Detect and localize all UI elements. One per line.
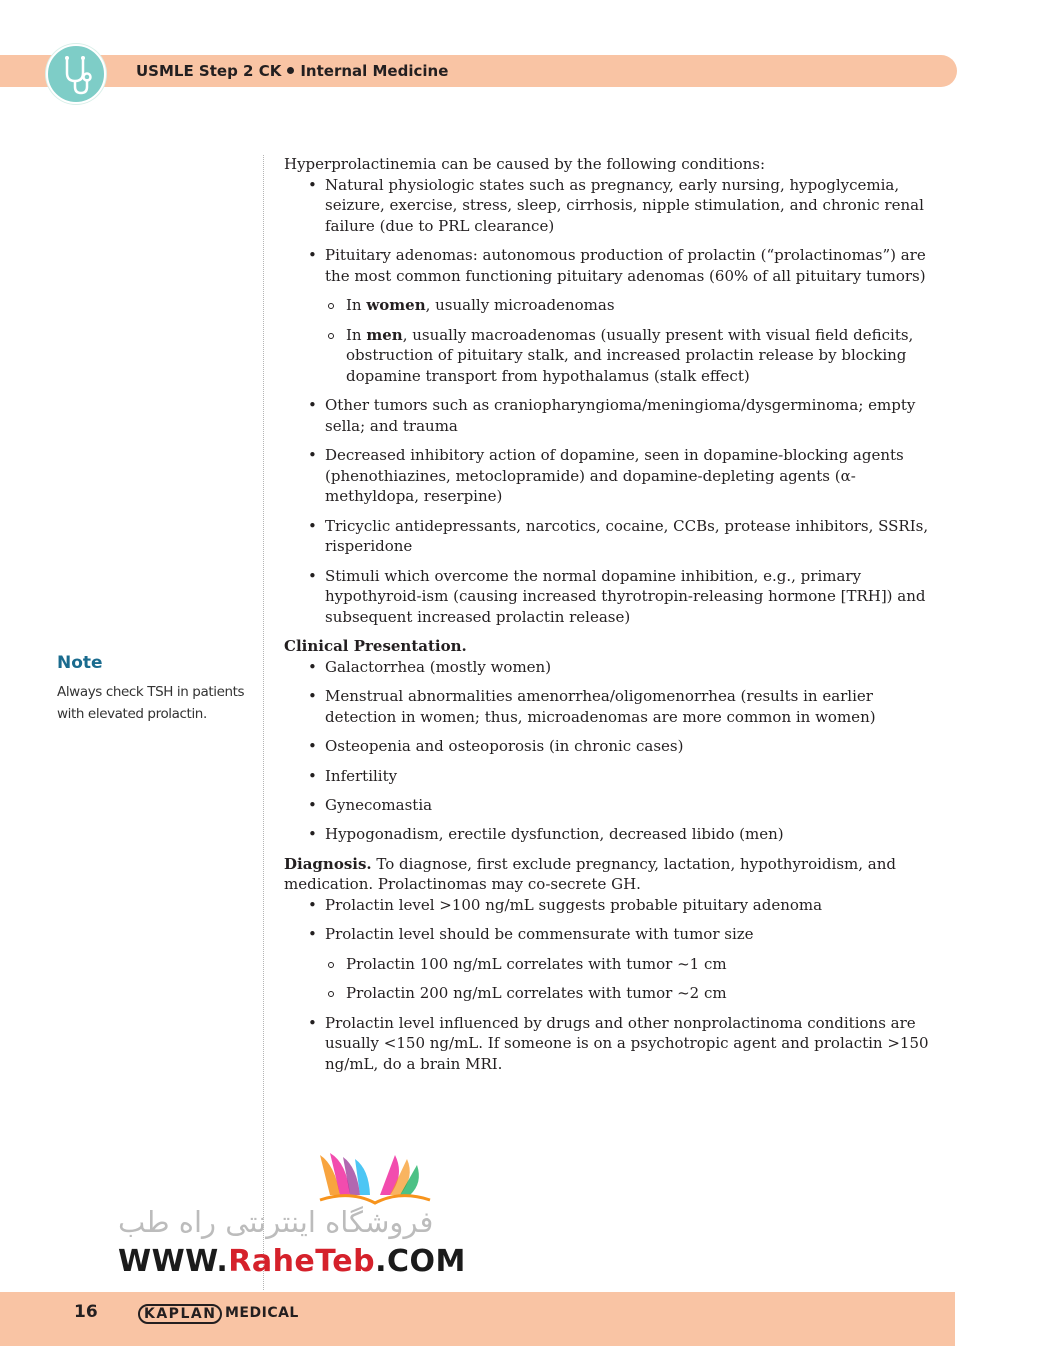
publisher-suffix: MEDICAL [225, 1305, 299, 1321]
text: In [346, 325, 367, 344]
list-item: • Menstrual abnormalities amenorrhea/oligomenorrhea (results in earlier detection in women; thus, microadenomas are more common in women) [284, 686, 934, 727]
sub-list [325, 295, 934, 386]
intro-paragraph: Hyperprolactinemia can be caused by the following conditions: [284, 155, 766, 173]
clinical-heading: Clinical Presentation. [284, 637, 467, 656]
watermark-persian: فروشگاه اینترنتی راه طب [118, 1205, 434, 1239]
list-item: • Stimuli which overcome the normal dopamine inhibition, e.g., primary hypothyroid-ism (causing increased thyrotropin-releasing hormone [TRH]) and subsequent increased prolactin release) [284, 566, 934, 628]
sub-list-item: Prolactin 200 ng/mL correlates with tumor ~2 cm [325, 983, 934, 1004]
url-suffix: .COM [375, 1244, 466, 1279]
url-brand: RaheTeb [228, 1244, 376, 1279]
text: In [346, 296, 367, 315]
diagnosis-text: To diagnose, first exclude pregnancy, lactation, hypothyroidism, and medication. Prolactinomas may co-secrete GH. [284, 854, 896, 894]
watermark-url [118, 1244, 466, 1279]
note-title: Note [57, 653, 103, 673]
subject-title: Internal Medicine [300, 62, 449, 80]
publisher-name: KAPLAN [138, 1304, 222, 1324]
list-item: • Galactorrhea (mostly women) [284, 657, 934, 678]
sub-list-item: Prolactin 100 ng/mL correlates with tumor ~1 cm [325, 954, 934, 975]
list-item: • Tricyclic antidepressants, narcotics, cocaine, CCBs, protease inhibitors, SSRIs, risperidone [284, 516, 934, 557]
clinical-list [284, 657, 934, 845]
page-number: 16 [74, 1302, 98, 1322]
list-item: • Infertility [284, 766, 934, 787]
url-prefix: WWW. [118, 1244, 229, 1279]
list-item-text: Pituitary adenomas: autonomous production of prolactin (“prolactinomas”) are the most common functioning pituitary adenomas (60% of all pituitary tumors) [325, 246, 926, 285]
sub-list-item [325, 295, 934, 316]
separator-dot [287, 67, 294, 74]
diagnosis-label: Diagnosis. [284, 854, 372, 873]
list-item-text: Prolactin level should be commensurate with tumor size [325, 925, 754, 944]
stethoscope-icon [46, 44, 106, 104]
column-divider [263, 155, 264, 1290]
note-text: Always check TSH in patients with elevated prolactin. [57, 684, 245, 722]
diagnosis-paragraph [284, 854, 934, 895]
list-item [284, 924, 934, 1003]
list-item: • Other tumors such as craniopharyngioma/meningioma/dysgerminoma; empty sella; and trauma [284, 395, 934, 436]
list-item: • Decreased inhibitory action of dopamine, seen in dopamine-blocking agents (phenothiazines, metoclopramide) and dopamine-depleting agents (α-methyldopa, reserpine) [284, 445, 934, 507]
publisher-logo [138, 1304, 222, 1324]
bold-term: men [366, 325, 403, 344]
list-item: • Prolactin level >100 ng/mL suggests probable pituitary adenoma [284, 895, 934, 916]
list-item [284, 245, 934, 386]
text: , usually macroadenomas (usually present with visual field deficits, obstruction of pituitary stalk, and increased prolactin release by blocking dopamine transport from hypothalamus (stalk effect) [346, 325, 914, 385]
list-item: • Osteopenia and osteoporosis (in chronic cases) [284, 736, 934, 757]
sub-list-item [325, 325, 934, 387]
text: , usually microadenomas [425, 296, 615, 315]
sub-list [325, 954, 934, 1004]
list-item: • Hypogonadism, erectile dysfunction, decreased libido (men) [284, 824, 934, 845]
bold-term: women [366, 296, 426, 315]
list-item: • Gynecomastia [284, 795, 934, 816]
list-item: • Natural physiologic states such as pregnancy, early nursing, hypoglycemia, seizure, exercise, stress, sleep, cirrhosis, nipple stimulation, and chronic renal failure (due to PRL clearance) [284, 175, 934, 237]
diagnosis-list [284, 895, 934, 1074]
causes-list [284, 175, 934, 628]
main-content [284, 154, 934, 1083]
running-header [136, 62, 448, 80]
list-item: • Prolactin level influenced by drugs and other nonprolactinoma conditions are usually <150 ng/mL. If someone is on a psychotropic agent and prolactin >150 ng/mL, do a brain MRI. [284, 1013, 934, 1075]
book-title: USMLE Step 2 CK [136, 62, 282, 80]
